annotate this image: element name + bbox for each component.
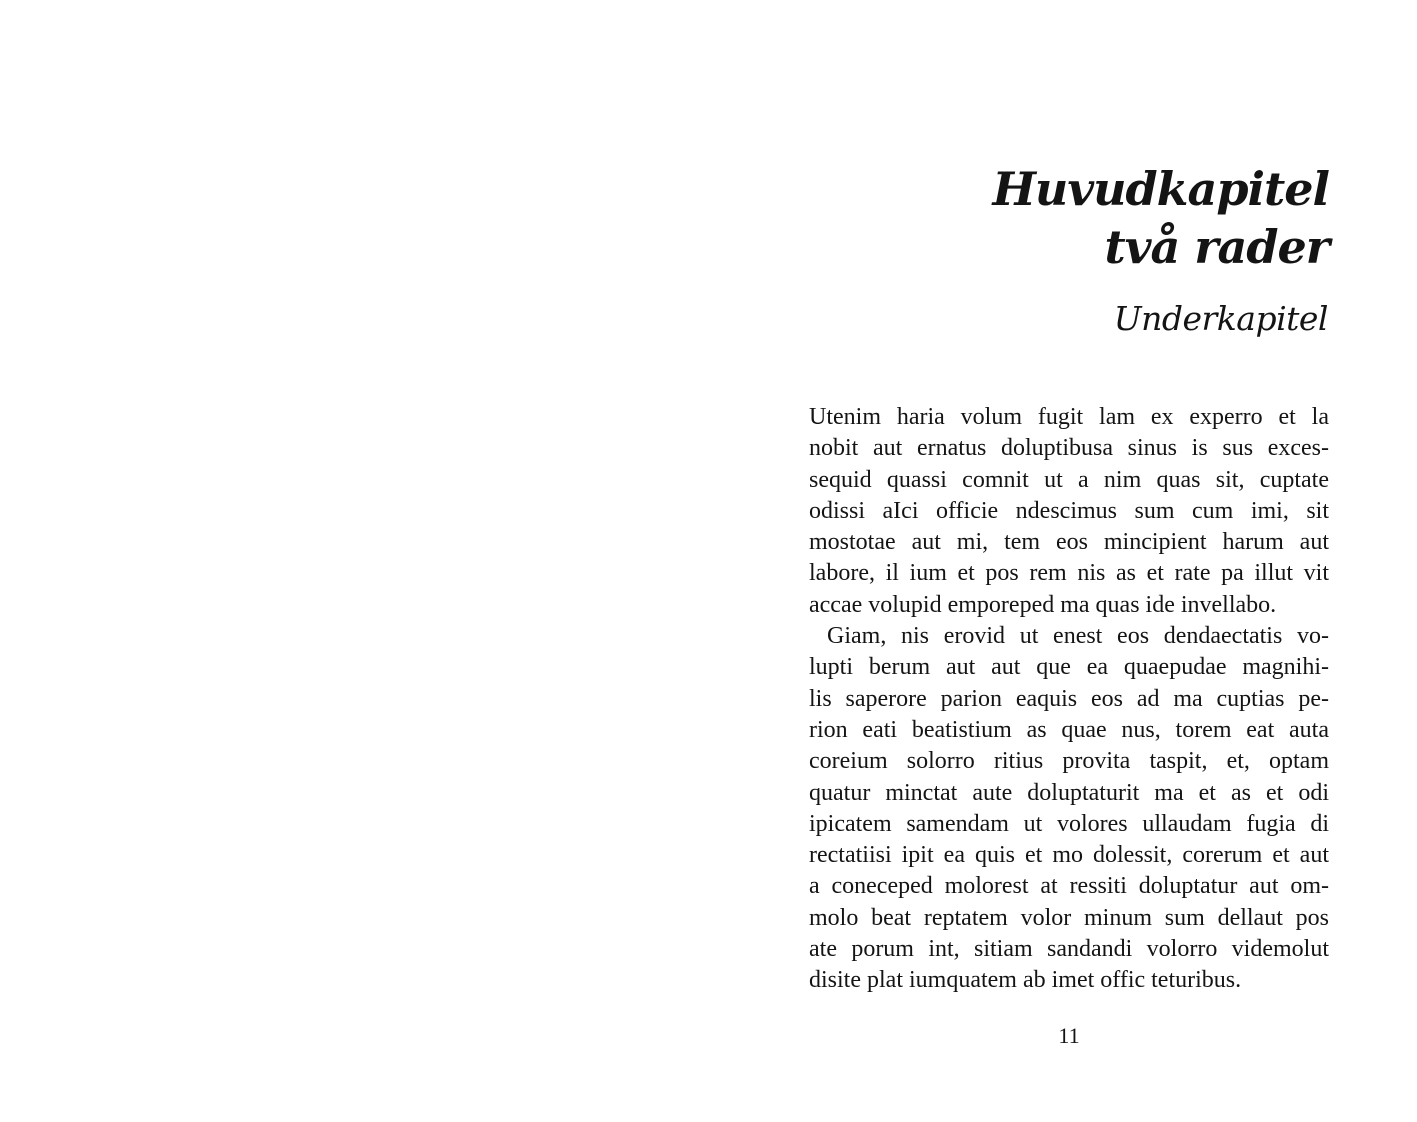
text-line: nobit aut ernatus doluptibusa sinus is sus exces- [809,435,1329,462]
text-line: rectatiisi ipit ea quis et mo dolessit, corerum et aut [809,842,1329,869]
text-line: rion eati beatistium as quae nus, torem eat auta [809,716,1329,743]
subchapter-title: Underkapitel [1113,299,1328,338]
text-line: sequid quassi comnit ut a nim quas sit, cuptate [809,466,1329,493]
left-page-blank [0,0,708,1122]
text-line: Giam, nis erovid ut enest eos dendaectatis vo- [827,623,1329,650]
text-line: odissi aIci officie ndescimus sum cum imi, sit [809,497,1329,524]
text-line: lupti berum aut aut que ea quaepudae magnihi- [809,654,1329,681]
chapter-title-line-1: Huvudkapitel [992,162,1329,216]
text-line: lis saperore parion eaquis eos ad ma cuptias pe- [809,685,1329,712]
text-line: ate porum int, sitiam sandandi volorro videmolut [809,936,1329,963]
text-line: labore, il ium et pos rem nis as et rate pa illut vit [809,560,1329,587]
text-line: mostotae aut mi, tem eos mincipient harum aut [809,529,1329,556]
body-text [809,402,1329,997]
text-line: coreium solorro ritius provita taspit, et, optam [809,748,1329,775]
text-line: molo beat reptatem volor minum sum dellaut pos [809,904,1329,931]
text-line: ipicatem samendam ut volores ullaudam fugia di [809,810,1329,837]
right-page [708,0,1417,1122]
text-line: Utenim haria volum fugit lam ex experro et la [809,404,1329,430]
chapter-title [992,160,1329,276]
text-line: accae volupid emporeped ma quas ide invellabo. [809,591,1277,618]
text-line: quatur minctat aute doluptaturit ma et as et odi [809,779,1329,806]
page-number: 11 [1058,1023,1080,1048]
paragraph-2 [809,621,1329,997]
text-line: disite plat iumquatem ab imet offic teturibus. [809,967,1242,994]
chapter-title-line-2: två rader [1104,220,1329,274]
text-line: a coneceped molorest at ressiti doluptatur aut om- [809,873,1329,900]
paragraph-1 [809,402,1329,621]
